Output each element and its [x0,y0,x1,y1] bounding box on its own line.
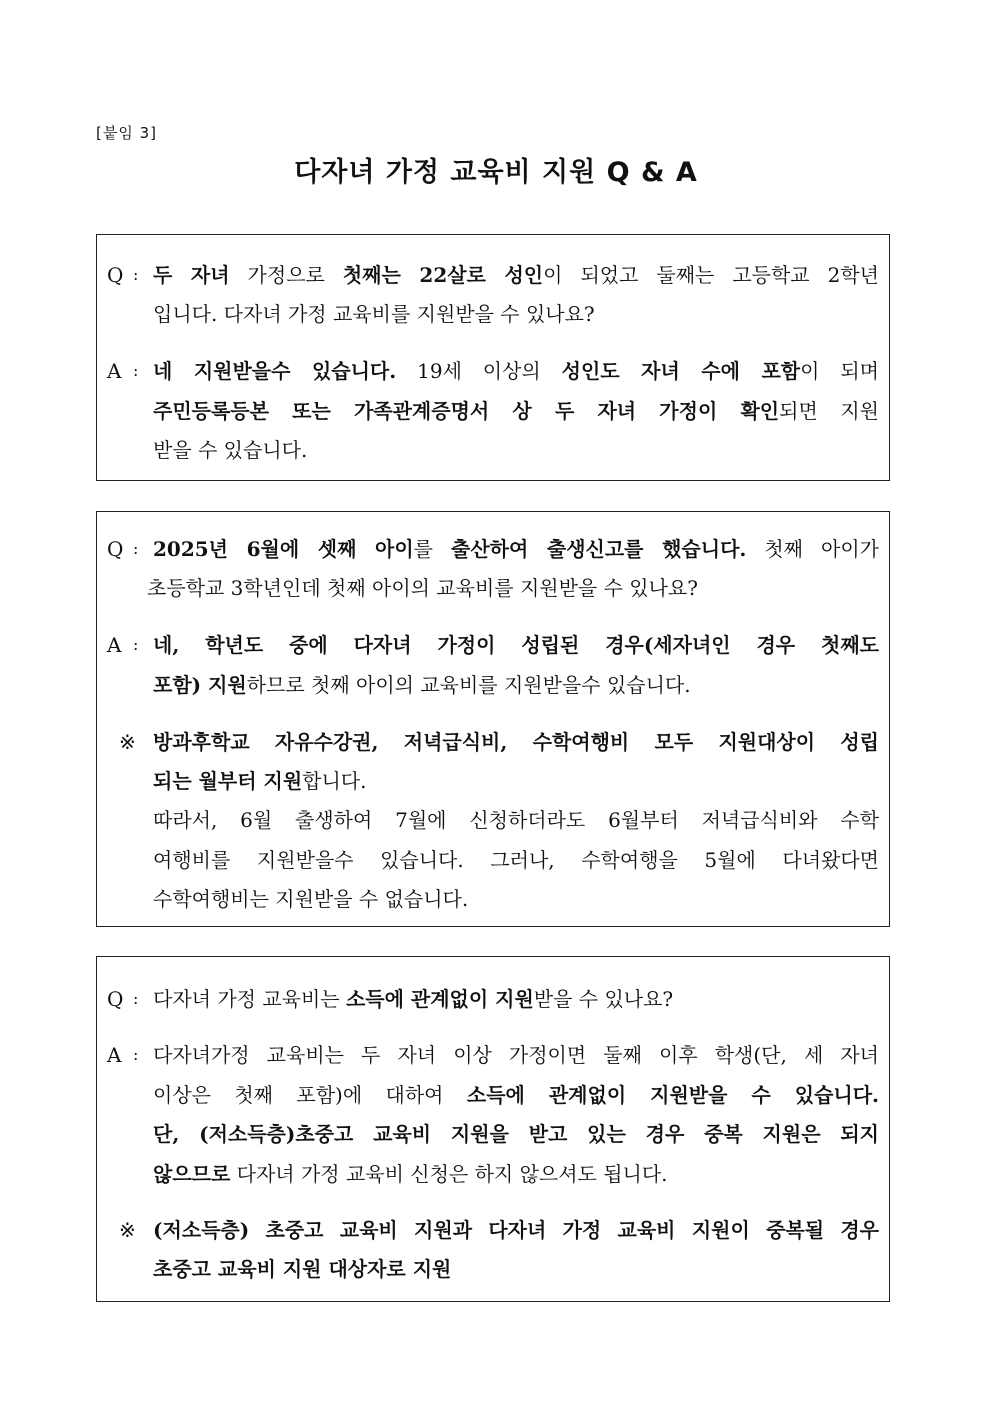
bold-text: 초중고 교육비 지원 대상자로 지원 [153,1257,452,1281]
text-run: 이 되며 [800,359,879,383]
text-run: 다자녀 가정 교육비 신청은 하지 않으셔도 됩니다. [230,1162,668,1186]
answer-text: 다자녀가정 교육비는 두 자녀 이상 가정이면 둘째 이후 학생(단, 세 자녀 [153,1043,879,1067]
text-run: 이 되었고 둘째는 고등학교 2학년 [543,263,879,287]
note-line [97,879,889,919]
question-text: 초등학교 3학년인데 첫째 아이의 교육비를 지원받을 수 있나요? [147,576,698,600]
text-run: 하므로 첫째 아이의 교육비를 지원받을수 있습니다. [246,673,691,697]
answer-text [153,1075,879,1115]
answer-label: A [107,359,122,383]
answer-label: A [107,633,122,657]
question-line [97,255,889,295]
page-title: 다자녀 가정 교육비 지원 Q & A [294,157,698,188]
bold-text: 않으므로 [153,1162,231,1186]
colon: : [133,265,139,284]
answer-line [97,1035,889,1075]
answer-label: A [107,1043,122,1067]
bold-text: 단, (저소득층)초중고 교육비 지원을 받고 있는 경우 중복 지원은 되지 [153,1122,879,1146]
colon: : [133,539,139,558]
answer-text [153,351,879,391]
bold-text: 네 지원받을수 있습니다. [153,359,397,383]
note-line [97,840,889,880]
colon: : [133,635,139,654]
question-line [97,979,889,1019]
answer-text: 받을 수 있습니다. [153,438,308,462]
question-text: 입니다. 다자녀 가정 교육비를 지원받을 수 있나요? [153,302,595,326]
note-text [153,761,879,801]
text-run: 를 [413,537,451,561]
note-line [97,800,889,840]
question-label: Q [107,987,124,1011]
question-text [153,255,879,295]
bold-text: (저소득층) 초중고 교육비 지원과 다자녀 가정 교육비 지원이 중복될 경우 [153,1218,879,1242]
question-line [97,529,889,569]
note-text [153,1210,879,1250]
text-run: 가정으로 [229,263,343,287]
bold-text: 소득에 관계없이 지원 [345,987,534,1011]
question-text [153,979,879,1019]
answer-line [97,430,889,470]
text-run: 첫째 아이가 [746,537,879,561]
reference-mark: ※ [119,730,136,754]
note-line [97,722,889,762]
bold-text: 포함) 지원 [153,673,247,697]
answer-text [153,1114,879,1154]
answer-line [97,625,889,665]
question-label: Q [107,263,124,287]
note-line [97,1249,889,1289]
qa-box-3 [96,956,890,1302]
note-text: 수학여행비는 지원받을 수 없습니다. [153,887,469,911]
question-label: Q [107,537,124,561]
qa-box-1 [96,234,890,481]
answer-text [153,1154,879,1194]
bold-text: 출산하여 출생신고를 했습니다. [451,537,747,561]
text-run: 되면 지원 [779,399,880,423]
answer-line [97,1154,889,1194]
bold-text: 네, 학년도 중에 다자녀 가정이 성립된 경우(세자녀인 경우 첫째도 [153,633,879,657]
qa-box-2 [96,511,890,927]
question-line [97,294,889,334]
text-run: 다자녀 가정 교육비는 [153,987,346,1011]
bold-text: 되는 월부터 지원 [153,769,303,793]
bold-text: 2025년 6월에 셋째 아이 [153,537,414,561]
answer-line [97,351,889,391]
bold-text: 두 자녀 [153,263,230,287]
note-text [153,1249,879,1289]
text-run: 받을 수 있나요? [533,987,674,1011]
reference-mark: ※ [119,1218,136,1242]
question-text [153,529,879,569]
note-line [97,1210,889,1250]
bold-text: 첫째는 22살로 성인 [342,263,544,287]
answer-text [153,391,879,431]
answer-line [97,1075,889,1115]
answer-text [153,665,879,705]
bold-text: 방과후학교 자유수강권, 저녁급식비, 수학여행비 모두 지원대상이 성립 [153,730,879,754]
bold-text: 주민등록등본 또는 가족관계증명서 상 두 자녀 가정이 확인 [153,399,780,423]
colon: : [133,1045,139,1064]
note-text [153,722,879,762]
note-text: 여행비를 지원받을수 있습니다. 그러나, 수학여행을 5월에 다녀왔다면 [153,848,879,872]
text-run: 이상은 첫째 포함)에 대하여 [153,1083,467,1107]
answer-text [153,625,879,665]
attachment-label: [붙임 3] [96,124,157,142]
answer-line [97,665,889,705]
question-line [97,568,889,608]
answer-line [97,1114,889,1154]
answer-line [97,391,889,431]
note-text: 따라서, 6월 출생하여 7월에 신청하더라도 6월부터 저녁급식비와 수학 [153,808,879,832]
colon: : [133,361,139,380]
bold-text: 성인도 자녀 수에 포함 [561,359,801,383]
text-run: 19세 이상의 [396,359,562,383]
colon: : [133,989,139,1008]
text-run: 합니다. [302,769,367,793]
note-line [97,761,889,801]
bold-text: 소득에 관계없이 지원받을 수 있습니다. [466,1083,879,1107]
